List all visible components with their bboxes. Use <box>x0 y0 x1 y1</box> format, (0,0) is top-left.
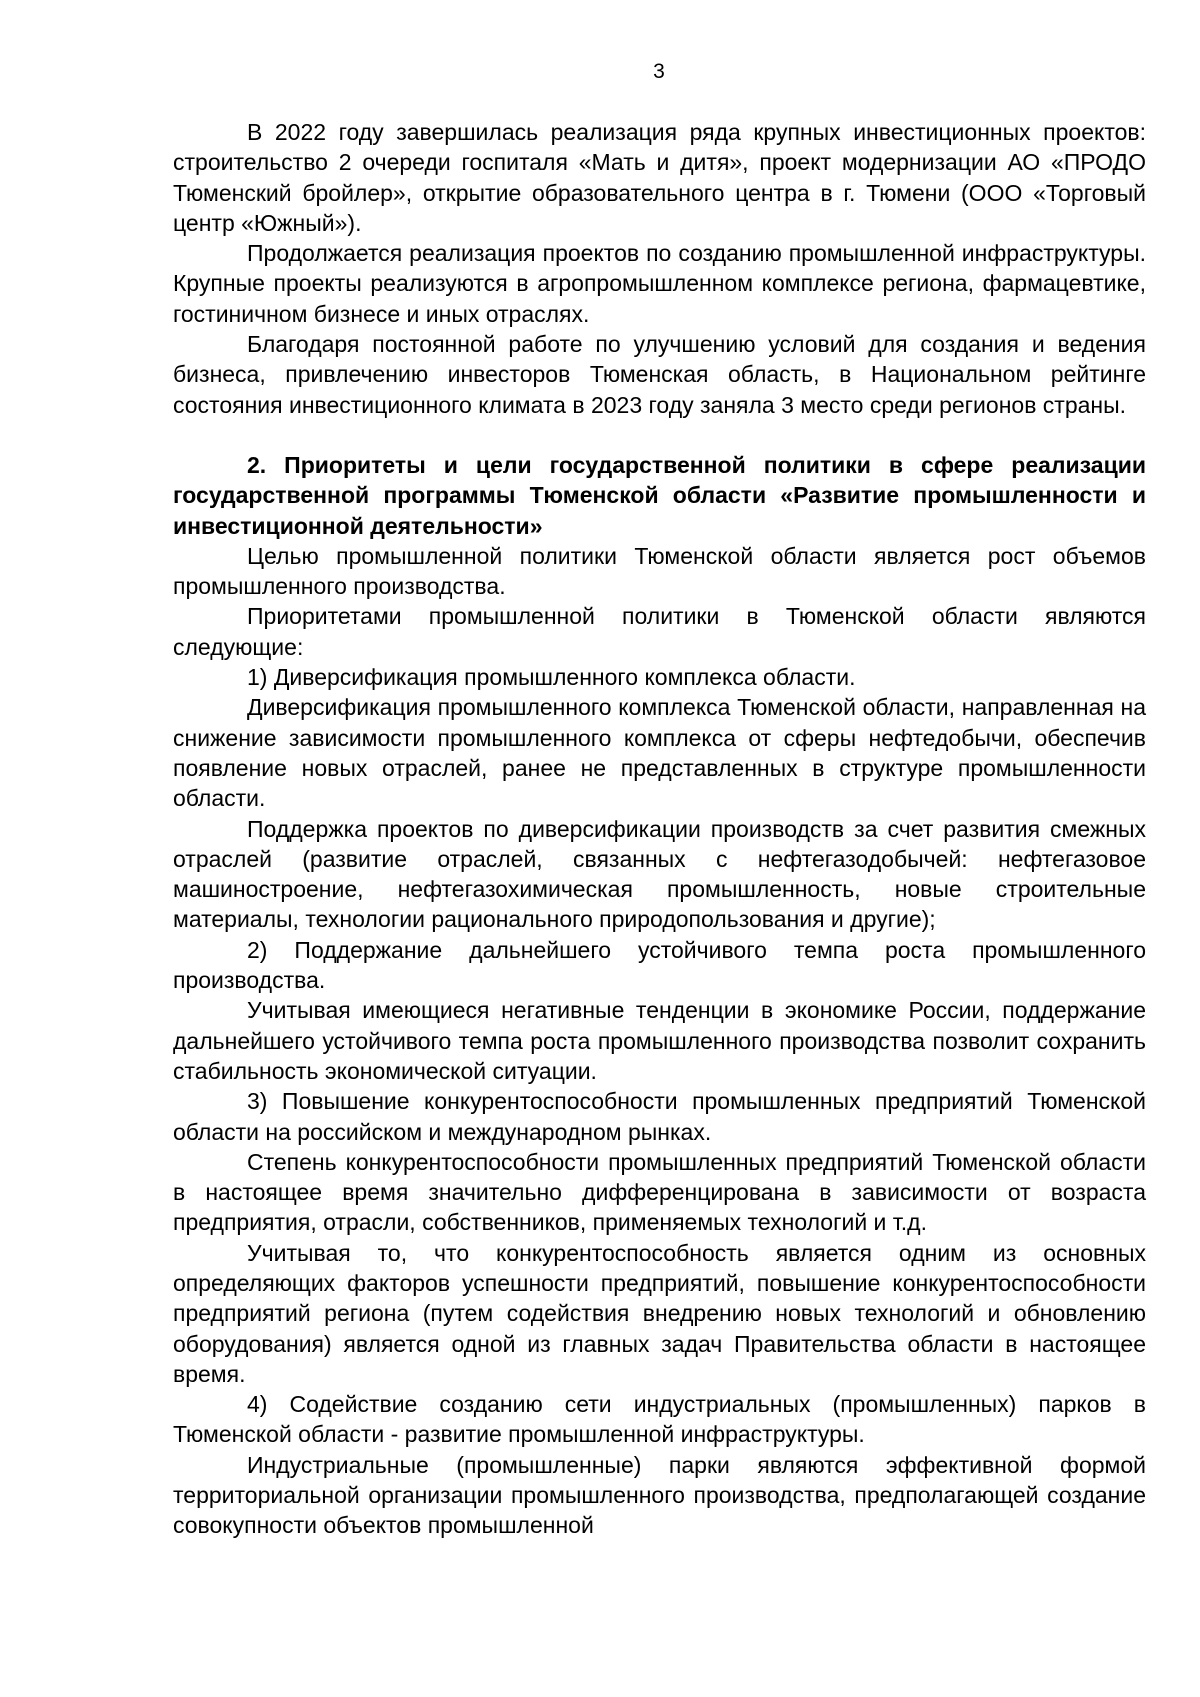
paragraph: Индустриальные (промышленные) парки являются эффективной формой территориальной организации промышленного производства, предполагающей создание совокупности объектов промышленной <box>173 1451 1146 1539</box>
list-item-heading: 4) Содействие созданию сети индустриальных (промышленных) парков в Тюменской области - развитие промышленной инфраструктуры. <box>173 1391 1146 1448</box>
page-number: 3 <box>653 60 665 83</box>
paragraph: Учитывая имеющиеся негативные тенденции в экономике России, поддержание дальнейшего устойчивого темпа роста промышленного производства позволит сохранить стабильность экономической ситуации. <box>173 997 1146 1084</box>
paragraph: Приоритетами промышленной политики в Тюменской области являются следующие: <box>173 603 1146 660</box>
list-item-heading: 3) Повышение конкурентоспособности промышленных предприятий Тюменской области на российском и международном рынках. <box>173 1088 1146 1145</box>
paragraph: Учитывая то, что конкурентоспособность является одним из основных определяющих факторов успешности предприятий, повышение конкурентоспособности предприятий региона (путем содействия внедрению новых технологий и обновлению оборудования) является одной из главных задач Правительства области в настоящее время. <box>173 1239 1146 1387</box>
paragraph: В 2022 году завершилась реализация ряда крупных инвестиционных проектов: строительство 2 очереди госпиталя «Мать и дитя», проект модернизации АО «ПРОДО Тюменский бройлер», открытие образовательного центра в г. Тюмени (ООО «Торговый центр «Южный»). <box>173 119 1146 236</box>
paragraph: Степень конкурентоспособности промышленных предприятий Тюменской области в настоящее время значительно дифференцирована в зависимости от возраста предприятия, отрасли, собственников, применяемых технологий и т.д. <box>173 1148 1146 1236</box>
paragraph: Целью промышленной политики Тюменской области является рост объемов промышленного производства. <box>173 542 1146 600</box>
paragraph: Диверсификация промышленного комплекса Тюменской области, направленная на снижение зависимости промышленного комплекса от сферы нефтедобычи, обеспечив появление новых отраслей, ранее не представленных в структуре промышленности области. <box>173 694 1146 812</box>
paragraph: Благодаря постоянной работе по улучшению условий для создания и ведения бизнеса, привлечению инвесторов Тюменская область, в Национальном рейтинге состояния инвестиционного климата в 2023 году заняла 3 место среди регионов страны. <box>173 331 1146 418</box>
list-item-heading: 2) Поддержание дальнейшего устойчивого темпа роста промышленного производства. <box>173 936 1146 994</box>
paragraph: Продолжается реализация проектов по созданию промышленной инфраструктуры. Крупные проекты реализуются в агропромышленном комплексе региона, фармацевтике, гостиничном бизнесе и иных отраслях. <box>173 240 1146 327</box>
section-heading: 2. Приоритеты и цели государственной политики в сфере реализации государственной программы Тюменской области «Развитие промышленности и инвестиционной деятельности» <box>173 451 1146 539</box>
document-body <box>173 117 1146 1541</box>
list-item-heading: 1) Диверсификация промышленного комплекса области. <box>247 664 856 691</box>
paragraph: Поддержка проектов по диверсификации производств за счет развития смежных отраслей (развитие отраслей, связанных с нефтегазодобычей: нефтегазовое машиностроение, нефтегазохимическая промышленность, новые строительные материалы, технологии рационального природопользования и другие); <box>173 815 1146 933</box>
